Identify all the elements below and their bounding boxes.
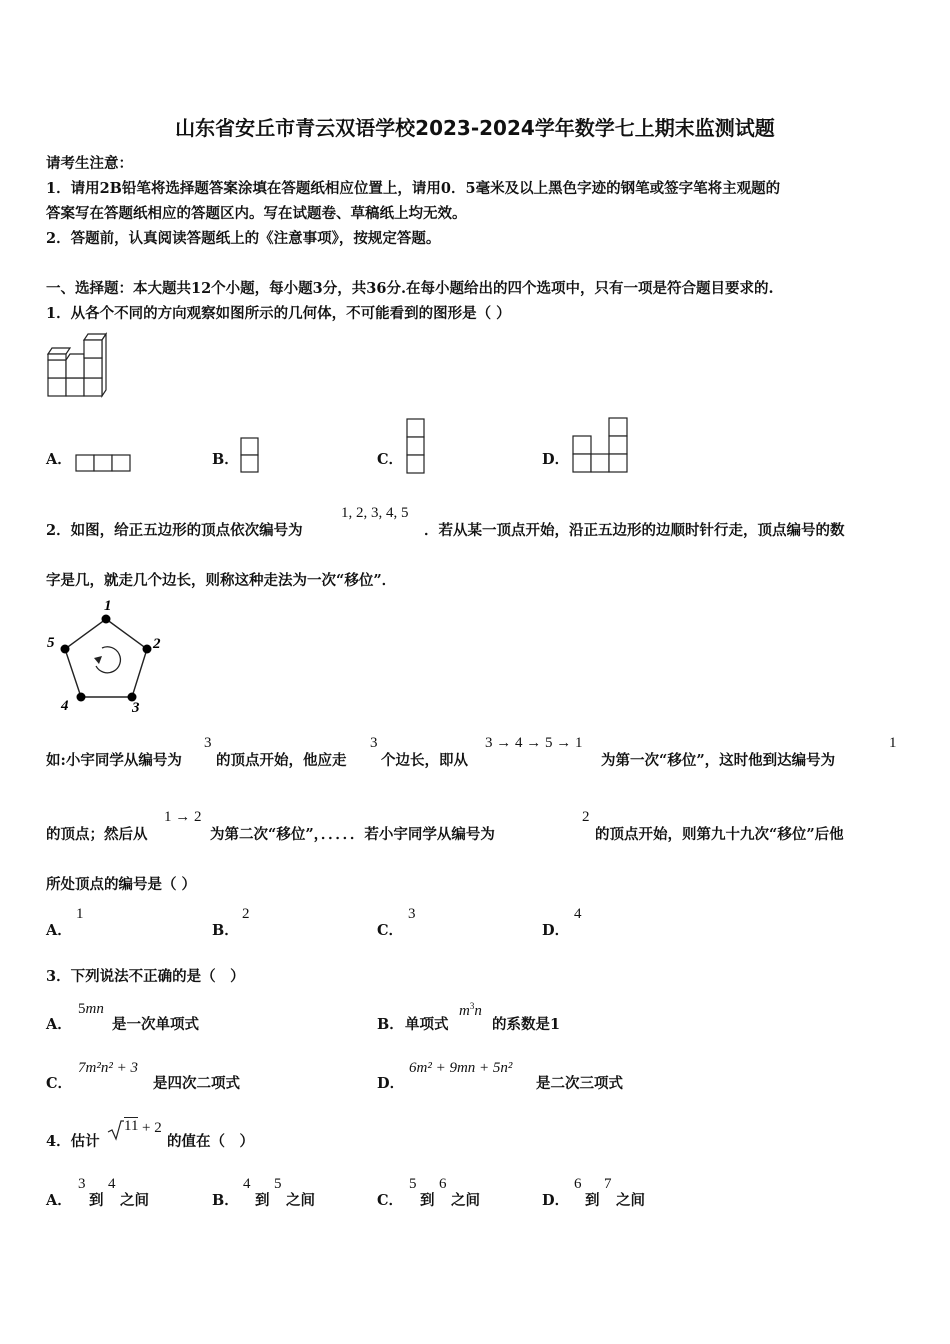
pentagon-vertex-1: 1 bbox=[104, 598, 112, 614]
q4-option-a-end: 之间 bbox=[120, 1192, 149, 1209]
q2-example-h: 所处顶点的编号是（ ） bbox=[46, 876, 197, 893]
q2-example-n2: 3 bbox=[370, 735, 378, 751]
notice-heading: 请考生注意： bbox=[46, 155, 133, 172]
q1-option-b-label: B． bbox=[212, 451, 239, 468]
q3-option-b-var1: m bbox=[459, 1003, 470, 1019]
q4-option-d-from: 6 bbox=[574, 1176, 582, 1192]
q4-option-a-mid: 到 bbox=[89, 1192, 104, 1209]
q2-example-path1: 3 → 4 → 5 → 1 bbox=[485, 735, 583, 751]
q4-option-a-to: 4 bbox=[108, 1176, 116, 1192]
q2-example-g: 的顶点开始，则第九十九次“移位”后他 bbox=[595, 826, 844, 843]
q4-option-a-label: A． bbox=[46, 1192, 72, 1209]
sqrt-sign-icon bbox=[108, 1120, 124, 1140]
q4-option-b-mid: 到 bbox=[255, 1192, 270, 1209]
q2-example-path2: 1 → 2 bbox=[164, 809, 202, 825]
q3-option-a-text: 是一次单项式 bbox=[112, 1016, 199, 1033]
q2-option-a-value: 1 bbox=[76, 906, 84, 922]
q4-option-b-to: 5 bbox=[274, 1176, 282, 1192]
q1-option-a-figure bbox=[76, 455, 132, 473]
q1-option-d-label: D． bbox=[542, 451, 570, 468]
q4-option-d-label: D． bbox=[542, 1192, 570, 1209]
q3-option-d-label: D． bbox=[377, 1075, 405, 1092]
q2-stem-a: 2．如图，给正五边形的顶点依次编号为 bbox=[46, 522, 303, 539]
q3-stem: 3．下列说法不正确的是（ ） bbox=[46, 968, 245, 985]
q2-vertex-list: 1, 2, 3, 4, 5 bbox=[341, 505, 409, 521]
q2-option-d-value: 4 bbox=[574, 906, 582, 922]
q3-option-b-label: B． bbox=[377, 1016, 404, 1033]
q3-option-a-label: A． bbox=[46, 1016, 72, 1033]
q3-option-b-expr bbox=[459, 1001, 482, 1020]
pentagon-figure bbox=[44, 598, 174, 716]
q4-option-c-to: 6 bbox=[439, 1176, 447, 1192]
q3-option-c-expr: 7m²n² + 3 bbox=[78, 1060, 138, 1076]
q1-option-c-label: C． bbox=[377, 451, 404, 468]
q2-example-b: 的顶点开始，他应走 bbox=[216, 752, 347, 769]
q1-option-b-figure bbox=[241, 438, 259, 472]
q2-example-c: 个边长，即从 bbox=[381, 752, 468, 769]
q1-option-a-label: A． bbox=[46, 451, 72, 468]
q3-option-c-text: 是四次二项式 bbox=[153, 1075, 240, 1092]
notice-item1-line1: 1．请用2B铅笔将选择题答案涂填在答题纸相应位置上，请用0．5毫米及以上黑色字迹的钢笔或签字笔将主观题的 bbox=[46, 180, 781, 197]
q2-example-f: 为第二次“移位”，．．．．．若小宇同学从编号为 bbox=[210, 826, 495, 843]
q3-option-b-var2: n bbox=[474, 1003, 482, 1019]
q4-option-b-from: 4 bbox=[243, 1176, 251, 1192]
q4-stem-a: 4．估计 bbox=[46, 1133, 100, 1150]
q2-example-a: 如:小宇同学从编号为 bbox=[46, 752, 182, 769]
q2-example-e: 的顶点；然后从 bbox=[46, 826, 148, 843]
q4-option-b-label: B． bbox=[212, 1192, 239, 1209]
q4-radicand: 11 bbox=[124, 1118, 139, 1134]
q2-option-b-value: 2 bbox=[242, 906, 250, 922]
q2-stem-b: ．若从某一顶点开始，沿正五边形的边顺时针行走，顶点编号的数 bbox=[424, 522, 845, 539]
q4-option-d-to: 7 bbox=[604, 1176, 612, 1192]
q2-option-c-value: 3 bbox=[408, 906, 416, 922]
pentagon-vertex-3: 3 bbox=[132, 700, 140, 716]
q2-option-c-label: C． bbox=[377, 922, 404, 939]
page-title: 山东省安丘市青云双语学校2023-2024学年数学七上期末监测试题 bbox=[175, 116, 775, 140]
notice-item1-line2: 答案写在答题纸相应的答题区内。写在试题卷、草稿纸上均无效。 bbox=[46, 205, 467, 222]
q4-option-a-from: 3 bbox=[78, 1176, 86, 1192]
q1-option-c-figure bbox=[407, 419, 425, 473]
q2-option-b-label: B． bbox=[212, 922, 239, 939]
q4-option-b-end: 之间 bbox=[286, 1192, 315, 1209]
q3-option-a-var: mn bbox=[85, 1001, 104, 1017]
pentagon-vertex-4: 4 bbox=[61, 698, 69, 714]
section-heading: 一、选择题：本大题共12个小题，每小题3分，共36分.在每小题给出的四个选项中，只有一项是符合题目要求的. bbox=[46, 280, 774, 297]
q2-example-n3: 1 bbox=[889, 735, 897, 751]
q4-option-c-mid: 到 bbox=[420, 1192, 435, 1209]
q4-plus-two: + 2 bbox=[142, 1120, 162, 1136]
q3-option-d-expr: 6m² + 9mn + 5n² bbox=[409, 1060, 513, 1076]
q1-stem: 1．从各个不同的方向观察如图所示的几何体，不可能看到的图形是（ ） bbox=[46, 305, 511, 322]
q3-option-b-pre: 单项式 bbox=[405, 1016, 449, 1033]
q4-option-c-end: 之间 bbox=[451, 1192, 480, 1209]
q3-option-b-exp: 3 bbox=[469, 1001, 475, 1011]
q3-option-a-expr bbox=[78, 1001, 104, 1018]
q4-option-c-label: C． bbox=[377, 1192, 404, 1209]
q4-option-d-end: 之间 bbox=[616, 1192, 645, 1209]
q2-option-d-label: D． bbox=[542, 922, 570, 939]
q3-option-c-label: C． bbox=[46, 1075, 73, 1092]
q2-option-a-label: A． bbox=[46, 922, 72, 939]
pentagon-vertex-5: 5 bbox=[47, 635, 55, 651]
q2-stem-c: 字是几，就走几个边长，则称这种走法为一次“移位”． bbox=[46, 572, 397, 589]
notice-item2: 2．答题前，认真阅读答题纸上的《注意事项》，按规定答题。 bbox=[46, 230, 441, 247]
q4-stem-b: 的值在（ ） bbox=[167, 1133, 254, 1150]
q3-option-d-text: 是二次三项式 bbox=[536, 1075, 623, 1092]
q4-option-c-from: 5 bbox=[409, 1176, 417, 1192]
q1-solid-figure bbox=[44, 334, 114, 404]
q1-option-d-figure bbox=[573, 418, 631, 474]
q3-option-b-text: 的系数是1 bbox=[492, 1016, 561, 1033]
pentagon-vertex-2: 2 bbox=[153, 636, 161, 652]
q4-option-d-mid: 到 bbox=[585, 1192, 600, 1209]
q2-example-d: 为第一次“移位”，这时他到达编号为 bbox=[601, 752, 836, 769]
q3-option-a-coef: 5 bbox=[78, 1001, 86, 1017]
q2-example-n4: 2 bbox=[582, 809, 590, 825]
q2-example-n1: 3 bbox=[204, 735, 212, 751]
